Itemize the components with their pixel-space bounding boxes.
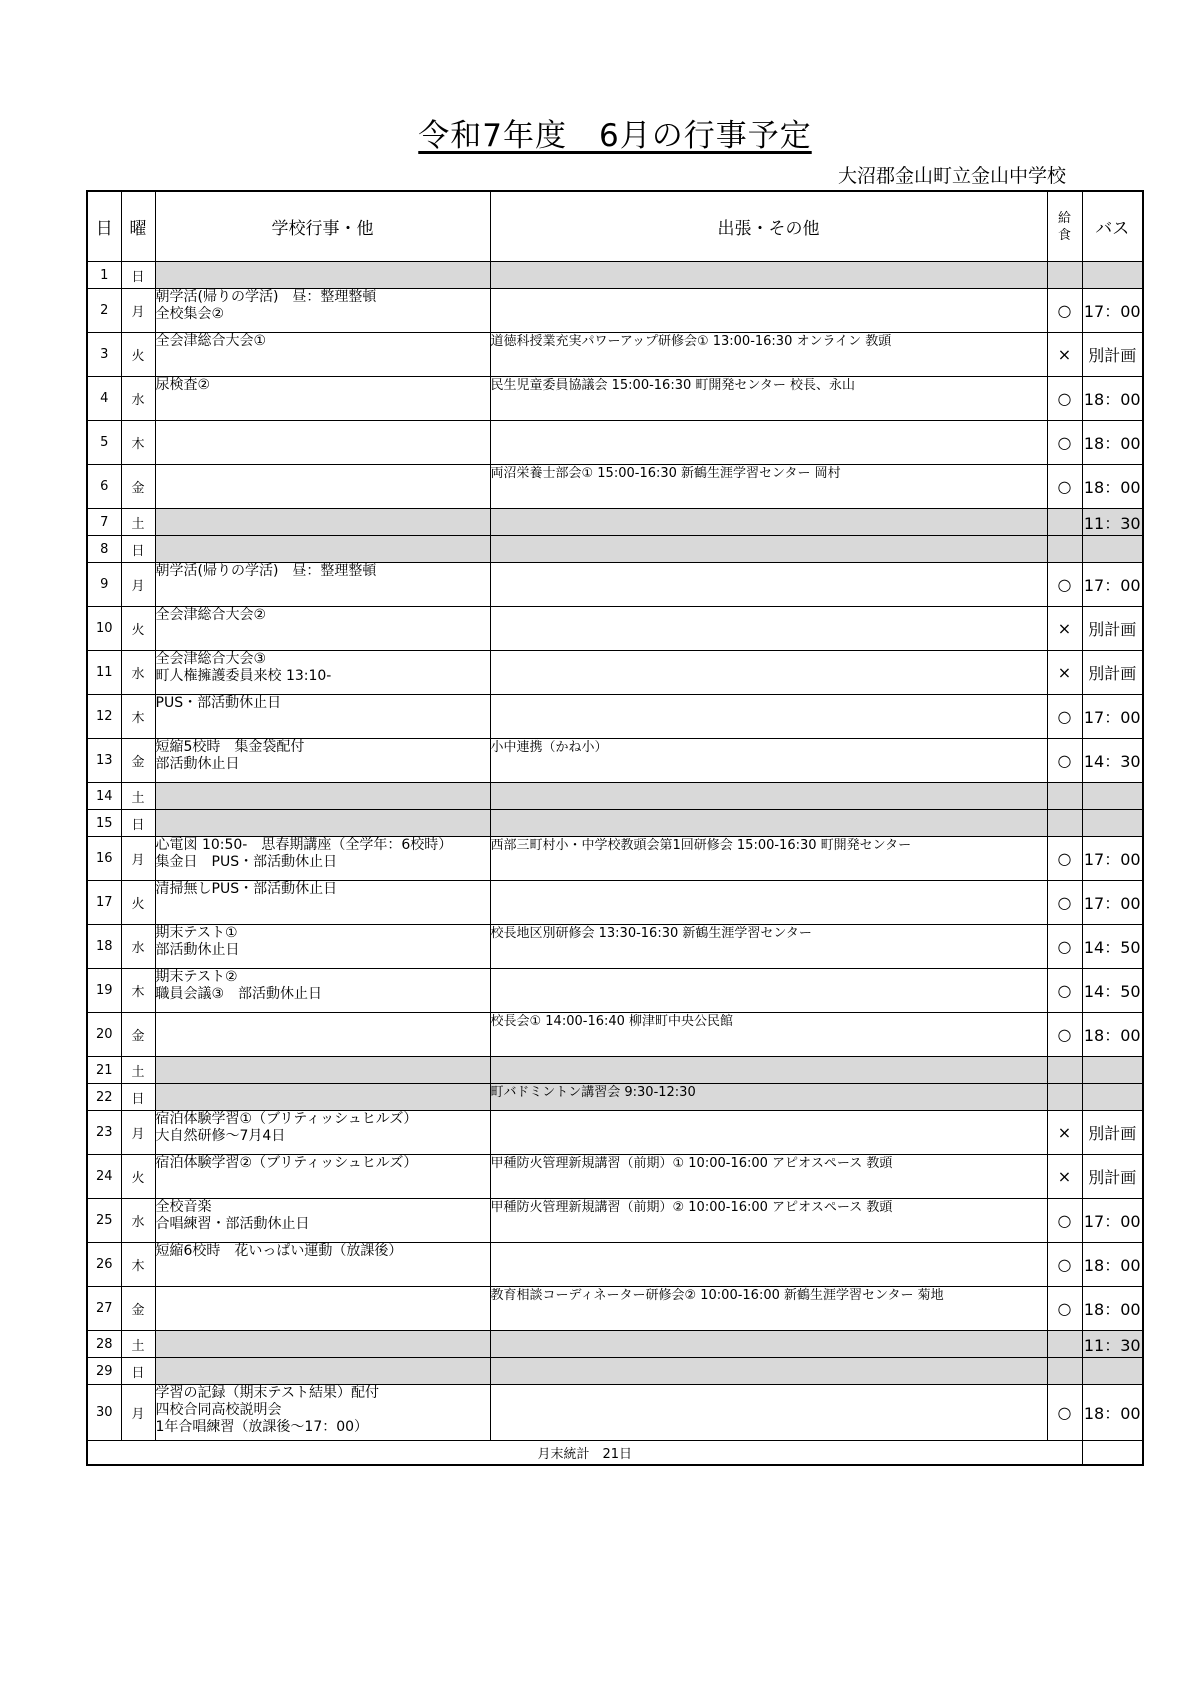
weekday-cell: 水 — [121, 925, 155, 969]
bus-cell — [1082, 783, 1143, 810]
bus-cell: 別計画 — [1082, 607, 1143, 651]
bus-cell: 11：30 — [1082, 509, 1143, 536]
trip-cell: 町バドミントン講習会 9:30-12:30 — [490, 1084, 1047, 1111]
day-cell: 19 — [87, 969, 121, 1013]
bus-cell: 18：00 — [1082, 1287, 1143, 1331]
meal-cell: ○ — [1047, 289, 1082, 333]
meal-cell: × — [1047, 1155, 1082, 1199]
header-meal-line2: 食 — [1057, 227, 1071, 243]
weekday-cell: 木 — [121, 695, 155, 739]
header-trips: 出張・その他 — [490, 191, 1047, 262]
meal-cell — [1047, 509, 1082, 536]
bus-cell: 17：00 — [1082, 881, 1143, 925]
day-cell: 23 — [87, 1111, 121, 1155]
schedule-row — [87, 1013, 1143, 1057]
meal-cell: ○ — [1047, 969, 1082, 1013]
events-cell — [155, 1287, 490, 1331]
events-cell — [155, 289, 490, 333]
day-cell: 28 — [87, 1331, 121, 1358]
weekday-cell: 火 — [121, 607, 155, 651]
day-cell: 2 — [87, 289, 121, 333]
events-cell — [155, 810, 490, 837]
weekday-cell: 金 — [121, 465, 155, 509]
schedule-row — [87, 421, 1143, 465]
weekday-cell: 火 — [121, 1155, 155, 1199]
trip-cell — [490, 1331, 1047, 1358]
weekday-cell: 月 — [121, 1111, 155, 1155]
schedule-row — [87, 810, 1143, 837]
meal-cell — [1047, 810, 1082, 837]
event-line: 全校集会② — [155, 306, 225, 322]
meal-cell: ○ — [1047, 1287, 1082, 1331]
day-cell: 20 — [87, 1013, 121, 1057]
meal-cell: × — [1047, 333, 1082, 377]
summary-empty-cell — [1082, 1441, 1143, 1466]
events-cell — [155, 651, 490, 695]
meal-cell: × — [1047, 607, 1082, 651]
weekday-cell: 日 — [121, 1084, 155, 1111]
trip-cell — [490, 881, 1047, 925]
events-cell — [155, 837, 490, 881]
meal-cell — [1047, 783, 1082, 810]
header-bus: バス — [1082, 191, 1143, 262]
trip-cell — [490, 1111, 1047, 1155]
summary-row — [87, 1441, 1143, 1466]
meal-cell: ○ — [1047, 1243, 1082, 1287]
bus-cell — [1082, 1084, 1143, 1111]
meal-cell: ○ — [1047, 465, 1082, 509]
bus-cell: 17：00 — [1082, 837, 1143, 881]
events-cell — [155, 465, 490, 509]
weekday-cell: 金 — [121, 739, 155, 783]
meal-cell — [1047, 1331, 1082, 1358]
trip-cell — [490, 695, 1047, 739]
schedule-row — [87, 509, 1143, 536]
schedule-row — [87, 969, 1143, 1013]
event-line: 全会津総合大会③ — [155, 651, 267, 667]
trip-cell — [490, 1057, 1047, 1084]
events-cell — [155, 1155, 490, 1199]
weekday-cell: 火 — [121, 333, 155, 377]
weekday-cell: 金 — [121, 1013, 155, 1057]
event-line: 1年合唱練習（放課後～17：00） — [155, 1419, 369, 1435]
schedule-row — [87, 881, 1143, 925]
header-day: 日 — [87, 191, 121, 262]
events-cell — [155, 377, 490, 421]
events-cell — [155, 262, 490, 289]
events-cell — [155, 607, 490, 651]
trip-cell — [490, 810, 1047, 837]
header-meal — [1047, 191, 1082, 262]
schedule-row — [87, 651, 1143, 695]
day-cell: 30 — [87, 1385, 121, 1441]
day-cell: 12 — [87, 695, 121, 739]
weekday-cell: 水 — [121, 1199, 155, 1243]
trip-cell: 両沼栄養士部会① 15:00-16:30 新鶴生涯学習センター 岡村 — [490, 465, 1047, 509]
event-line: 朝学活(帰りの学活) 昼：整理整頓 — [155, 289, 377, 305]
bus-cell: 17：00 — [1082, 289, 1143, 333]
meal-cell: × — [1047, 651, 1082, 695]
event-line: 期末テスト① — [155, 925, 238, 941]
trip-cell: 小中連携（かね小） — [490, 739, 1047, 783]
trip-cell — [490, 1385, 1047, 1441]
weekday-cell: 日 — [121, 810, 155, 837]
monthly-summary: 月末統計 21日 — [87, 1441, 1082, 1466]
meal-cell: ○ — [1047, 1199, 1082, 1243]
meal-cell: ○ — [1047, 563, 1082, 607]
schedule-row — [87, 1331, 1143, 1358]
day-cell: 17 — [87, 881, 121, 925]
day-cell: 11 — [87, 651, 121, 695]
day-cell: 14 — [87, 783, 121, 810]
schedule-row — [87, 1385, 1143, 1441]
event-line: 町人権擁護委員来校 13:10- — [155, 668, 332, 684]
schedule-row — [87, 925, 1143, 969]
event-line: 合唱練習・部活動休止日 — [155, 1216, 310, 1232]
events-cell — [155, 509, 490, 536]
weekday-cell: 木 — [121, 1243, 155, 1287]
day-cell: 26 — [87, 1243, 121, 1287]
weekday-cell: 木 — [121, 421, 155, 465]
schedule-row — [87, 1287, 1143, 1331]
day-cell: 18 — [87, 925, 121, 969]
meal-cell: ○ — [1047, 421, 1082, 465]
events-cell — [155, 563, 490, 607]
bus-cell: 別計画 — [1082, 651, 1143, 695]
event-line: PUS・部活動休止日 — [155, 695, 282, 711]
trip-cell: 校長地区別研修会 13:30-16:30 新鶴生涯学習センター — [490, 925, 1047, 969]
page-title: 令和7年度 6月の行事予定 — [418, 118, 812, 154]
bus-cell: 17：00 — [1082, 1199, 1143, 1243]
meal-cell: ○ — [1047, 881, 1082, 925]
day-cell: 5 — [87, 421, 121, 465]
events-cell — [155, 739, 490, 783]
event-line: 学習の記録（期末テスト結果）配付 — [155, 1385, 379, 1401]
events-cell — [155, 695, 490, 739]
schedule-row — [87, 837, 1143, 881]
event-line: 短縮5校時 集金袋配付 — [155, 739, 305, 755]
meal-cell: ○ — [1047, 739, 1082, 783]
trip-cell: 民生児童委員協議会 15:00-16:30 町開発センター 校長、永山 — [490, 377, 1047, 421]
header-row — [87, 191, 1143, 262]
bus-cell: 11：30 — [1082, 1331, 1143, 1358]
event-line: 集金日 PUS・部活動休止日 — [155, 854, 338, 870]
trip-cell: 西部三町村小・中学校教頭会第1回研修会 15:00-16:30 町開発センター — [490, 837, 1047, 881]
day-cell: 21 — [87, 1057, 121, 1084]
day-cell: 22 — [87, 1084, 121, 1111]
event-line: 心電図 10:50- 思春期講座（全学年：6校時） — [155, 837, 453, 853]
meal-cell — [1047, 1084, 1082, 1111]
bus-cell: 別計画 — [1082, 333, 1143, 377]
meal-cell: ○ — [1047, 1385, 1082, 1441]
weekday-cell: 日 — [121, 1358, 155, 1385]
bus-cell — [1082, 262, 1143, 289]
day-cell: 24 — [87, 1155, 121, 1199]
trip-cell — [490, 536, 1047, 563]
header-events: 学校行事・他 — [155, 191, 490, 262]
events-cell — [155, 1084, 490, 1111]
trip-cell — [490, 651, 1047, 695]
trip-cell — [490, 1243, 1047, 1287]
trip-cell: 甲種防火管理新規講習（前期）② 10:00-16:00 アピオスペース 教頭 — [490, 1199, 1047, 1243]
school-name: 大沼郡金山町立金山中学校 — [837, 165, 1066, 187]
weekday-cell: 月 — [121, 563, 155, 607]
event-line: 尿検査② — [155, 377, 211, 393]
events-cell — [155, 881, 490, 925]
events-cell — [155, 925, 490, 969]
schedule-row — [87, 289, 1143, 333]
meal-cell — [1047, 536, 1082, 563]
trip-cell: 道徳科授業充実パワーアップ研修会① 13:00-16:30 オンライン 教頭 — [490, 333, 1047, 377]
event-line: 宿泊体験学習②（ブリティッシュヒルズ） — [155, 1155, 418, 1171]
meal-cell — [1047, 1057, 1082, 1084]
bus-cell: 別計画 — [1082, 1155, 1143, 1199]
bus-cell: 18：00 — [1082, 1385, 1143, 1441]
schedule-row — [87, 262, 1143, 289]
events-cell — [155, 536, 490, 563]
trip-cell — [490, 509, 1047, 536]
meal-cell — [1047, 262, 1082, 289]
weekday-cell: 土 — [121, 1331, 155, 1358]
day-cell: 1 — [87, 262, 121, 289]
bus-cell — [1082, 1057, 1143, 1084]
weekday-cell: 日 — [121, 536, 155, 563]
trip-cell — [490, 783, 1047, 810]
schedule-row — [87, 1111, 1143, 1155]
schedule-row — [87, 783, 1143, 810]
header-meal-line1: 給 — [1057, 210, 1071, 226]
event-line: 職員会議③ 部活動休止日 — [155, 986, 323, 1002]
schedule-row — [87, 607, 1143, 651]
trip-cell — [490, 421, 1047, 465]
weekday-cell: 月 — [121, 837, 155, 881]
day-cell: 9 — [87, 563, 121, 607]
meal-cell: ○ — [1047, 377, 1082, 421]
event-line: 全会津総合大会① — [155, 333, 267, 349]
weekday-cell: 月 — [121, 1385, 155, 1441]
event-line: 短縮6校時 花いっぱい運動（放課後） — [155, 1243, 403, 1259]
events-cell — [155, 1199, 490, 1243]
weekday-cell: 水 — [121, 377, 155, 421]
event-line: 全会津総合大会② — [155, 607, 267, 623]
schedule-row — [87, 377, 1143, 421]
bus-cell: 14：30 — [1082, 739, 1143, 783]
schedule-row — [87, 1243, 1143, 1287]
events-cell — [155, 783, 490, 810]
day-cell: 27 — [87, 1287, 121, 1331]
bus-cell: 18：00 — [1082, 377, 1143, 421]
trip-cell — [490, 262, 1047, 289]
trip-cell — [490, 563, 1047, 607]
schedule-row — [87, 1199, 1143, 1243]
day-cell: 6 — [87, 465, 121, 509]
events-cell — [155, 1013, 490, 1057]
day-cell: 15 — [87, 810, 121, 837]
bus-cell: 14：50 — [1082, 969, 1143, 1013]
meal-cell: ○ — [1047, 925, 1082, 969]
meal-cell: ○ — [1047, 837, 1082, 881]
bus-cell: 17：00 — [1082, 695, 1143, 739]
weekday-cell: 月 — [121, 289, 155, 333]
schedule-row — [87, 739, 1143, 783]
bus-cell: 14：50 — [1082, 925, 1143, 969]
events-cell — [155, 1331, 490, 1358]
event-line: 期末テスト② — [155, 969, 238, 985]
weekday-cell: 水 — [121, 651, 155, 695]
day-cell: 4 — [87, 377, 121, 421]
meal-cell: ○ — [1047, 695, 1082, 739]
bus-cell: 18：00 — [1082, 1013, 1143, 1057]
schedule-row — [87, 333, 1143, 377]
schedule-row — [87, 1155, 1143, 1199]
events-cell — [155, 969, 490, 1013]
event-line: 朝学活(帰りの学活) 昼：整理整頓 — [155, 563, 377, 579]
schedule-row — [87, 563, 1143, 607]
weekday-cell: 土 — [121, 509, 155, 536]
meal-cell — [1047, 1358, 1082, 1385]
schedule-row — [87, 1358, 1143, 1385]
bus-cell: 17：00 — [1082, 563, 1143, 607]
header-weekday: 曜 — [121, 191, 155, 262]
day-cell: 29 — [87, 1358, 121, 1385]
bus-cell — [1082, 1358, 1143, 1385]
weekday-cell: 木 — [121, 969, 155, 1013]
day-cell: 8 — [87, 536, 121, 563]
day-cell: 7 — [87, 509, 121, 536]
meal-cell: ○ — [1047, 1013, 1082, 1057]
bus-cell — [1082, 536, 1143, 563]
events-cell — [155, 1385, 490, 1441]
weekday-cell: 日 — [121, 262, 155, 289]
event-line: 四校合同高校説明会 — [155, 1402, 282, 1418]
events-cell — [155, 421, 490, 465]
schedule-row — [87, 536, 1143, 563]
bus-cell: 18：00 — [1082, 421, 1143, 465]
event-line: 部活動休止日 — [155, 942, 240, 958]
event-line: 宿泊体験学習①（ブリティッシュヒルズ） — [155, 1111, 418, 1127]
bus-cell: 別計画 — [1082, 1111, 1143, 1155]
weekday-cell: 土 — [121, 1057, 155, 1084]
schedule-row — [87, 695, 1143, 739]
event-line: 大自然研修～7月4日 — [155, 1128, 286, 1144]
schedule-row — [87, 465, 1143, 509]
day-cell: 13 — [87, 739, 121, 783]
day-cell: 3 — [87, 333, 121, 377]
weekday-cell: 火 — [121, 881, 155, 925]
trip-cell — [490, 607, 1047, 651]
day-cell: 10 — [87, 607, 121, 651]
bus-cell — [1082, 810, 1143, 837]
day-cell: 25 — [87, 1199, 121, 1243]
schedule-row — [87, 1057, 1143, 1084]
schedule-row — [87, 1084, 1143, 1111]
events-cell — [155, 333, 490, 377]
trip-cell: 甲種防火管理新規講習（前期）① 10:00-16:00 アピオスペース 教頭 — [490, 1155, 1047, 1199]
trip-cell — [490, 289, 1047, 333]
trip-cell — [490, 969, 1047, 1013]
event-line: 全校音楽 — [155, 1199, 212, 1215]
events-cell — [155, 1111, 490, 1155]
trip-cell — [490, 1358, 1047, 1385]
trip-cell: 教育相談コーディネーター研修会② 10:00-16:00 新鶴生涯学習センター 菊地 — [490, 1287, 1047, 1331]
weekday-cell: 金 — [121, 1287, 155, 1331]
events-cell — [155, 1358, 490, 1385]
day-cell: 16 — [87, 837, 121, 881]
bus-cell: 18：00 — [1082, 465, 1143, 509]
meal-cell: × — [1047, 1111, 1082, 1155]
schedule-table — [86, 190, 1144, 1466]
trip-cell: 校長会① 14:00-16:40 柳津町中央公民館 — [490, 1013, 1047, 1057]
events-cell — [155, 1057, 490, 1084]
weekday-cell: 土 — [121, 783, 155, 810]
event-line: 部活動休止日 — [155, 756, 240, 772]
bus-cell: 18：00 — [1082, 1243, 1143, 1287]
event-line: 清掃無しPUS・部活動休止日 — [155, 881, 338, 897]
events-cell — [155, 1243, 490, 1287]
